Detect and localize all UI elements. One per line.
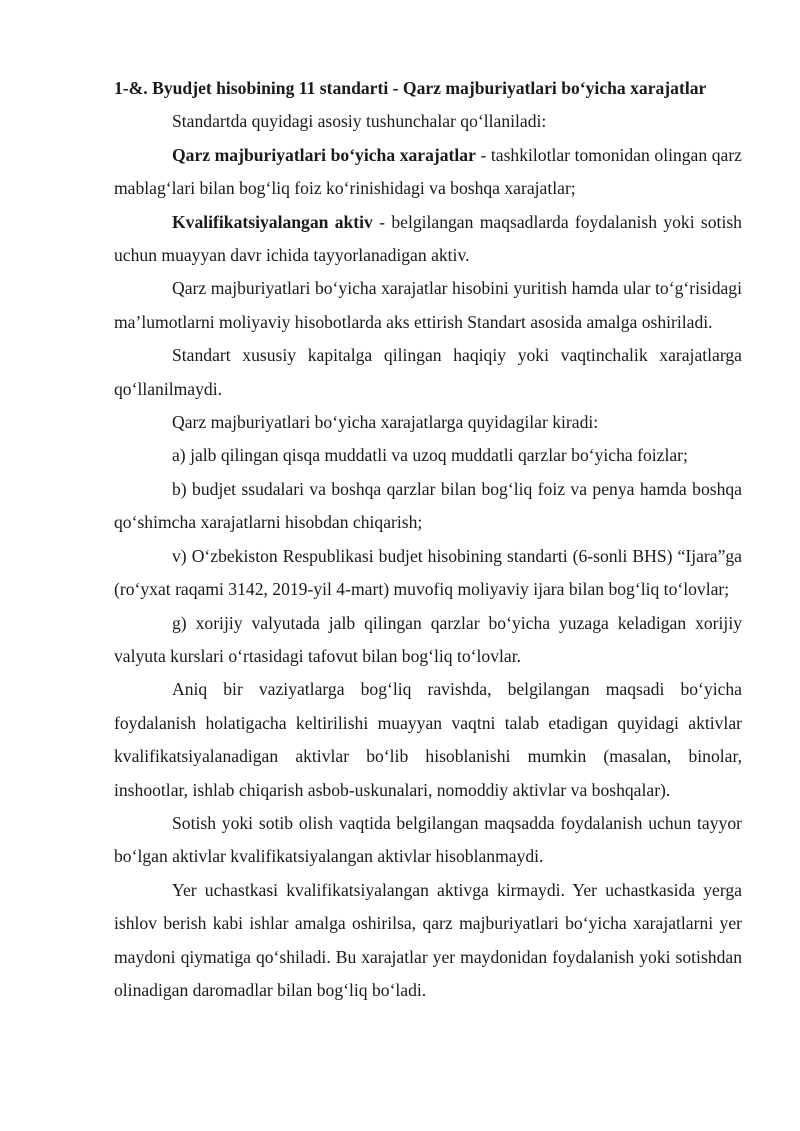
paragraph: Yer uchastkasi kvalifikatsiyalangan aktivga kirmaydi. Yer uchastkasida yerga ishlov berish kabi ishlar amalga oshirilsa, qarz majburiyatlari bo‘yicha xarajatlarni yer maydoni qiymatiga qo‘shiladi. Bu xarajatlar yer maydonidan foydalanish yoki sotishdan olinadigan daromadlar bilan bog‘liq bo‘ladi. — [114, 879, 742, 1000]
document-page — [114, 72, 742, 1007]
definition-qualifying-asset — [114, 206, 742, 273]
definition-term: Qarz majburiyatlari bo‘yicha xarajatlar — [172, 144, 476, 165]
paragraph: Aniq bir vaziyatlarga bog‘liq ravishda, belgilangan maqsadi bo‘yicha foydalanish holatigacha keltirilishi muayyan vaqtni talab etadigan quyidagi aktivlar kvalifikatsiyalanadigan aktivlar bo‘lib hisoblanishi mumkin (masalan, binolar, inshootlar, ishlab chiqarish asbob-uskunalari, nomoddiy aktivlar va boshqalar). — [114, 679, 742, 800]
definition-term: Kvalifikatsiyalangan aktiv — [172, 211, 373, 232]
list-item-a: a) jalb qilingan qisqa muddatli va uzoq muddatli qarzlar bo‘yicha foizlar; — [172, 445, 688, 466]
paragraph: Standart xususiy kapitalga qilingan haqiqiy yoki vaqtinchalik xarajatlarga qo‘llanilmaydi. — [114, 345, 742, 399]
definition-text: - tashkilotlar tomonidan olingan qarz mablag‘lari bilan bog‘liq foiz ko‘rinishidagi va boshqa xarajatlar; — [114, 144, 742, 199]
paragraph: Sotish yoki sotib olish vaqtida belgilangan maqsadda foydalanish uchun tayyor bo‘lgan aktivlar kvalifikatsiyalangan aktivlar hisoblanmaydi. — [114, 812, 742, 867]
list-item-b: b) budjet ssudalari va boshqa qarzlar bilan bog‘liq foiz va penya hamda boshqa qo‘shimcha xarajatlarni hisobdan chiqarish; — [114, 478, 742, 533]
list-item-v: v) O‘zbekiston Respublikasi budjet hisobining standarti (6-sonli BHS) “Ijara”ga (ro‘yxat raqami 3142, 2019-yil 4-mart) muvofiq moliyaviy ijara bilan bog‘liq to‘lovlar; — [114, 545, 742, 600]
section-title: 1-&. Byudjet hisobining 11 standarti - Qarz majburiyatlari bo‘yicha xarajatlar — [114, 78, 707, 98]
paragraph: Qarz majburiyatlari bo‘yicha xarajatlarga quyidagilar kiradi: — [172, 412, 599, 433]
definition-text: - belgilangan maqsadlarda foydalanish yoki sotish uchun muayyan davr ichida tayyorlanadigan aktiv. — [114, 211, 742, 266]
definition-borrowing-costs — [114, 139, 742, 206]
paragraph: Qarz majburiyatlari bo‘yicha xarajatlar hisobini yuritish hamda ular to‘g‘risidagi ma’lumotlarni moliyaviy hisobotlarda aks ettirish Standart asosida amalga oshiriladi. — [114, 278, 742, 332]
intro-paragraph: Standartda quyidagi asosiy tushunchalar qo‘llaniladi: — [172, 111, 547, 132]
list-item-g: g) xorijiy valyutada jalb qilingan qarzlar bo‘yicha yuzaga keladigan xorijiy valyuta kurslari o‘rtasidagi tafovut bilan bog‘liq to‘lovlar. — [114, 612, 742, 666]
